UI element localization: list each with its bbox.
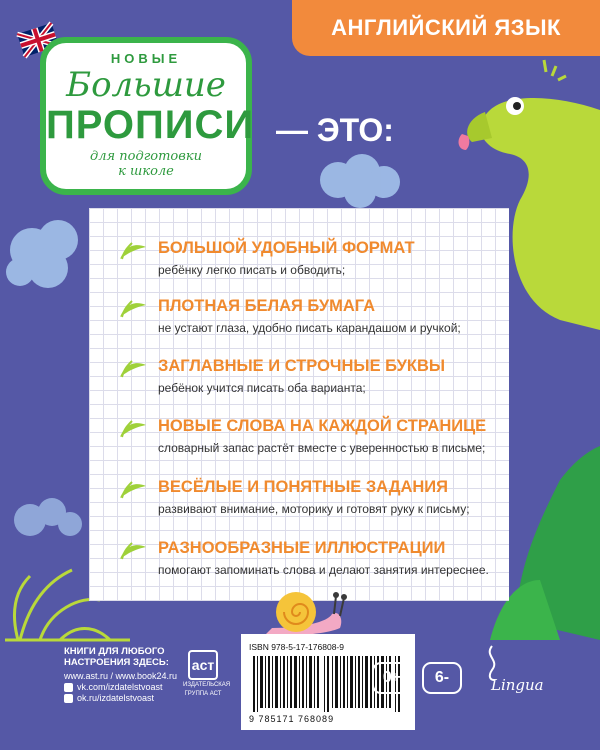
age-rating-0: 0+	[372, 662, 412, 694]
logo-line-2: Большие	[66, 65, 226, 105]
ast-caption-1: ИЗДАТЕЛЬСКАЯ	[183, 682, 231, 688]
vk-row[interactable]	[64, 682, 177, 693]
intro-text: — ЭТО:	[276, 112, 394, 148]
sites-link[interactable]: www.ast.ru / www.book24.ru	[64, 671, 178, 681]
feature-title: ВЕСЁЛЫЕ И ПОНЯТНЫЕ ЗАДАНИЯ	[158, 478, 449, 496]
snail-icon	[262, 588, 348, 640]
publisher-info	[64, 646, 177, 704]
books-heading-2: НАСТРОЕНИЯ ЗДЕСЬ:	[64, 657, 169, 668]
ok-row[interactable]	[64, 693, 177, 704]
leaf-icon	[118, 480, 148, 500]
leaf-icon	[118, 241, 148, 261]
leaf-icon	[118, 299, 148, 319]
feature-description: не устают глаза, удобно писать карандашом и ручкой;	[158, 321, 461, 335]
logo-line-1: НОВЫЕ	[110, 51, 182, 66]
feature-title: НОВЫЕ СЛОВА НА КАЖДОЙ СТРАНИЦЕ	[158, 417, 487, 435]
feature-description: развивают внимание, моторику и готовят руку к письму;	[158, 502, 470, 516]
ast-caption-2: ГРУППА АСТ	[184, 691, 222, 697]
cloud-lower-icon	[14, 498, 82, 536]
feature-description: словарный запас растёт вместе с уверенностью в письме;	[158, 441, 486, 455]
age-rating-6: 6-	[422, 662, 462, 694]
cloud-left-icon	[6, 220, 78, 288]
logo-subtitle	[46, 149, 246, 179]
leaf-icon	[118, 359, 148, 379]
feature-description: ребёнку легко писать и обводить;	[158, 263, 346, 277]
feature-description: ребёнок учится писать оба варианта;	[158, 381, 366, 395]
logo-line-5: к школе	[118, 164, 174, 179]
series-logo	[40, 37, 255, 195]
books-heading-1: КНИГИ ДЛЯ ЛЮБОГО	[64, 646, 165, 657]
logo-line-3: ПРОПИСИ	[46, 103, 255, 147]
leaf-icon	[118, 419, 148, 439]
leaf-icon	[118, 541, 148, 561]
vk-link[interactable]: vk.com/izdatelstvoast	[77, 682, 163, 692]
ok-link[interactable]: ok.ru/izdatelstvoast	[77, 693, 155, 703]
isbn-text: ISBN 978-5-17-176808-9	[249, 642, 344, 652]
feature-title: РАЗНООБРАЗНЫЕ ИЛЛЮСТРАЦИИ	[158, 539, 446, 557]
ok-icon	[64, 694, 73, 703]
vk-icon	[64, 683, 73, 692]
cloud-top-icon	[320, 154, 400, 208]
logo-line-4: для подготовки	[90, 149, 202, 164]
publisher-logo: Lingua	[491, 676, 544, 694]
feature-title: БОЛЬШОЙ УДОБНЫЙ ФОРМАТ	[158, 239, 415, 257]
feature-title: ЗАГЛАВНЫЕ И СТРОЧНЫЕ БУКВЫ	[158, 357, 446, 375]
ast-logo	[183, 650, 231, 698]
language-tab: АНГЛИЙСКИЙ ЯЗЫК	[292, 0, 600, 56]
ean-text: 9 785171 768089	[249, 714, 335, 724]
feature-title: ПЛОТНАЯ БЕЛАЯ БУМАГА	[158, 297, 376, 315]
feature-description: помогают запоминать слова и делают занятия интереснее.	[158, 563, 489, 577]
ast-mark: аст	[188, 650, 218, 680]
